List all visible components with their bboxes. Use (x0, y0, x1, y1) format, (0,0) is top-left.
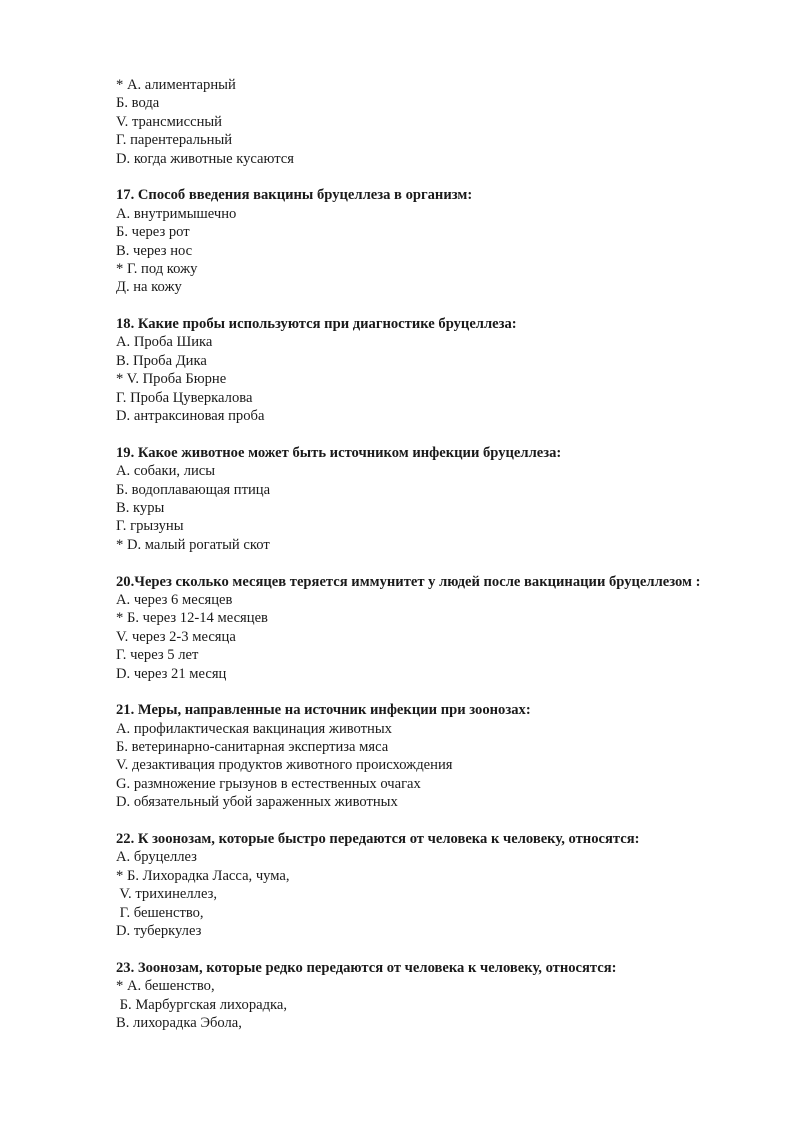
answer-option: Г. бешенство, (116, 904, 204, 921)
question-block-20 (116, 573, 786, 683)
question-block-17 (116, 186, 786, 296)
question-text: 18. Какие пробы используются при диагностике бруцеллеза: (116, 316, 517, 333)
document-page (116, 76, 786, 1032)
answer-option: G. размножение грызунов в естественных очагах (116, 775, 421, 792)
question-text: 22. К зоонозам, которые быстро передаются от человека к человеку, относятся: (116, 831, 640, 848)
answer-option: А. через 6 месяцев (116, 591, 233, 608)
answer-option: А. Проба Шика (116, 334, 213, 351)
answer-option: * Б. Лихорадка Ласса, чума, (116, 867, 290, 884)
answer-option: V. дезактивация продуктов животного происхождения (116, 757, 453, 774)
answer-option: В. лихорадка Эбола, (116, 1014, 242, 1031)
answer-option: Г. через 5 лет (116, 647, 199, 664)
answer-option: А. собаки, лисы (116, 463, 216, 480)
answer-option: * V. Проба Бюрне (116, 371, 227, 388)
answer-option: Б. ветеринарно-санитарная экспертиза мяса (116, 739, 389, 756)
question-block-22 (116, 830, 786, 940)
answer-option: В. через нос (116, 242, 193, 259)
answer-option: D. через 21 месяц (116, 665, 227, 682)
question-text: 17. Способ введения вакцины бруцеллеза в организм: (116, 187, 473, 204)
answer-option: * D. малый рогатый скот (116, 536, 270, 553)
answer-option: В. куры (116, 499, 165, 516)
answer-option: А. внутримышечно (116, 205, 237, 222)
answer-option: Б. Марбургская лихорадка, (116, 996, 288, 1013)
answer-option: Д. на кожу (116, 279, 182, 296)
answer-option: * А. алиментарный (116, 77, 236, 93)
answer-option: Г. Проба Цуверкалова (116, 389, 253, 406)
question-block-23 (116, 959, 786, 1033)
question-block-21 (116, 701, 786, 811)
answer-option: D. антраксиновая проба (116, 408, 265, 425)
answer-option: * Г. под кожу (116, 260, 198, 277)
answer-option: D. когда животные кусаются (116, 150, 294, 167)
question-block-19 (116, 444, 786, 554)
answer-option: Б. водоплавающая птица (116, 481, 271, 498)
answer-option: Г. парентеральный (116, 132, 233, 149)
answer-option: Б. вода (116, 95, 160, 112)
question-block-18 (116, 315, 786, 425)
answer-option: V. трихинеллез, (116, 886, 218, 903)
answer-option: * Б. через 12-14 месяцев (116, 610, 268, 627)
question-block-16 (116, 76, 786, 168)
question-text: 20.Через сколько месяцев теряется иммунитет у людей после вакцинации бруцеллезом : (116, 573, 701, 590)
question-text: 23. Зоонозам, которые редко передаются от человека к человеку, относятся: (116, 959, 617, 976)
question-text: 21. Меры, направленные на источник инфекции при зоонозах: (116, 702, 531, 719)
answer-option: Б. через рот (116, 224, 190, 241)
answer-option: Г. грызуны (116, 518, 184, 535)
answer-option: * А. бешенство, (116, 978, 215, 995)
answer-option: V. через 2-3 месяца (116, 628, 236, 645)
question-text: 19. Какое животное может быть источником инфекции бруцеллеза: (116, 444, 562, 461)
answer-option: А. профилактическая вакцинация животных (116, 720, 392, 737)
answer-option: D. туберкулез (116, 922, 202, 939)
answer-option: А. бруцеллез (116, 849, 197, 866)
answer-option: В. Проба Дика (116, 352, 207, 369)
answer-option: D. обязательный убой зараженных животных (116, 794, 398, 811)
answer-option: V. трансмиссный (116, 113, 222, 130)
